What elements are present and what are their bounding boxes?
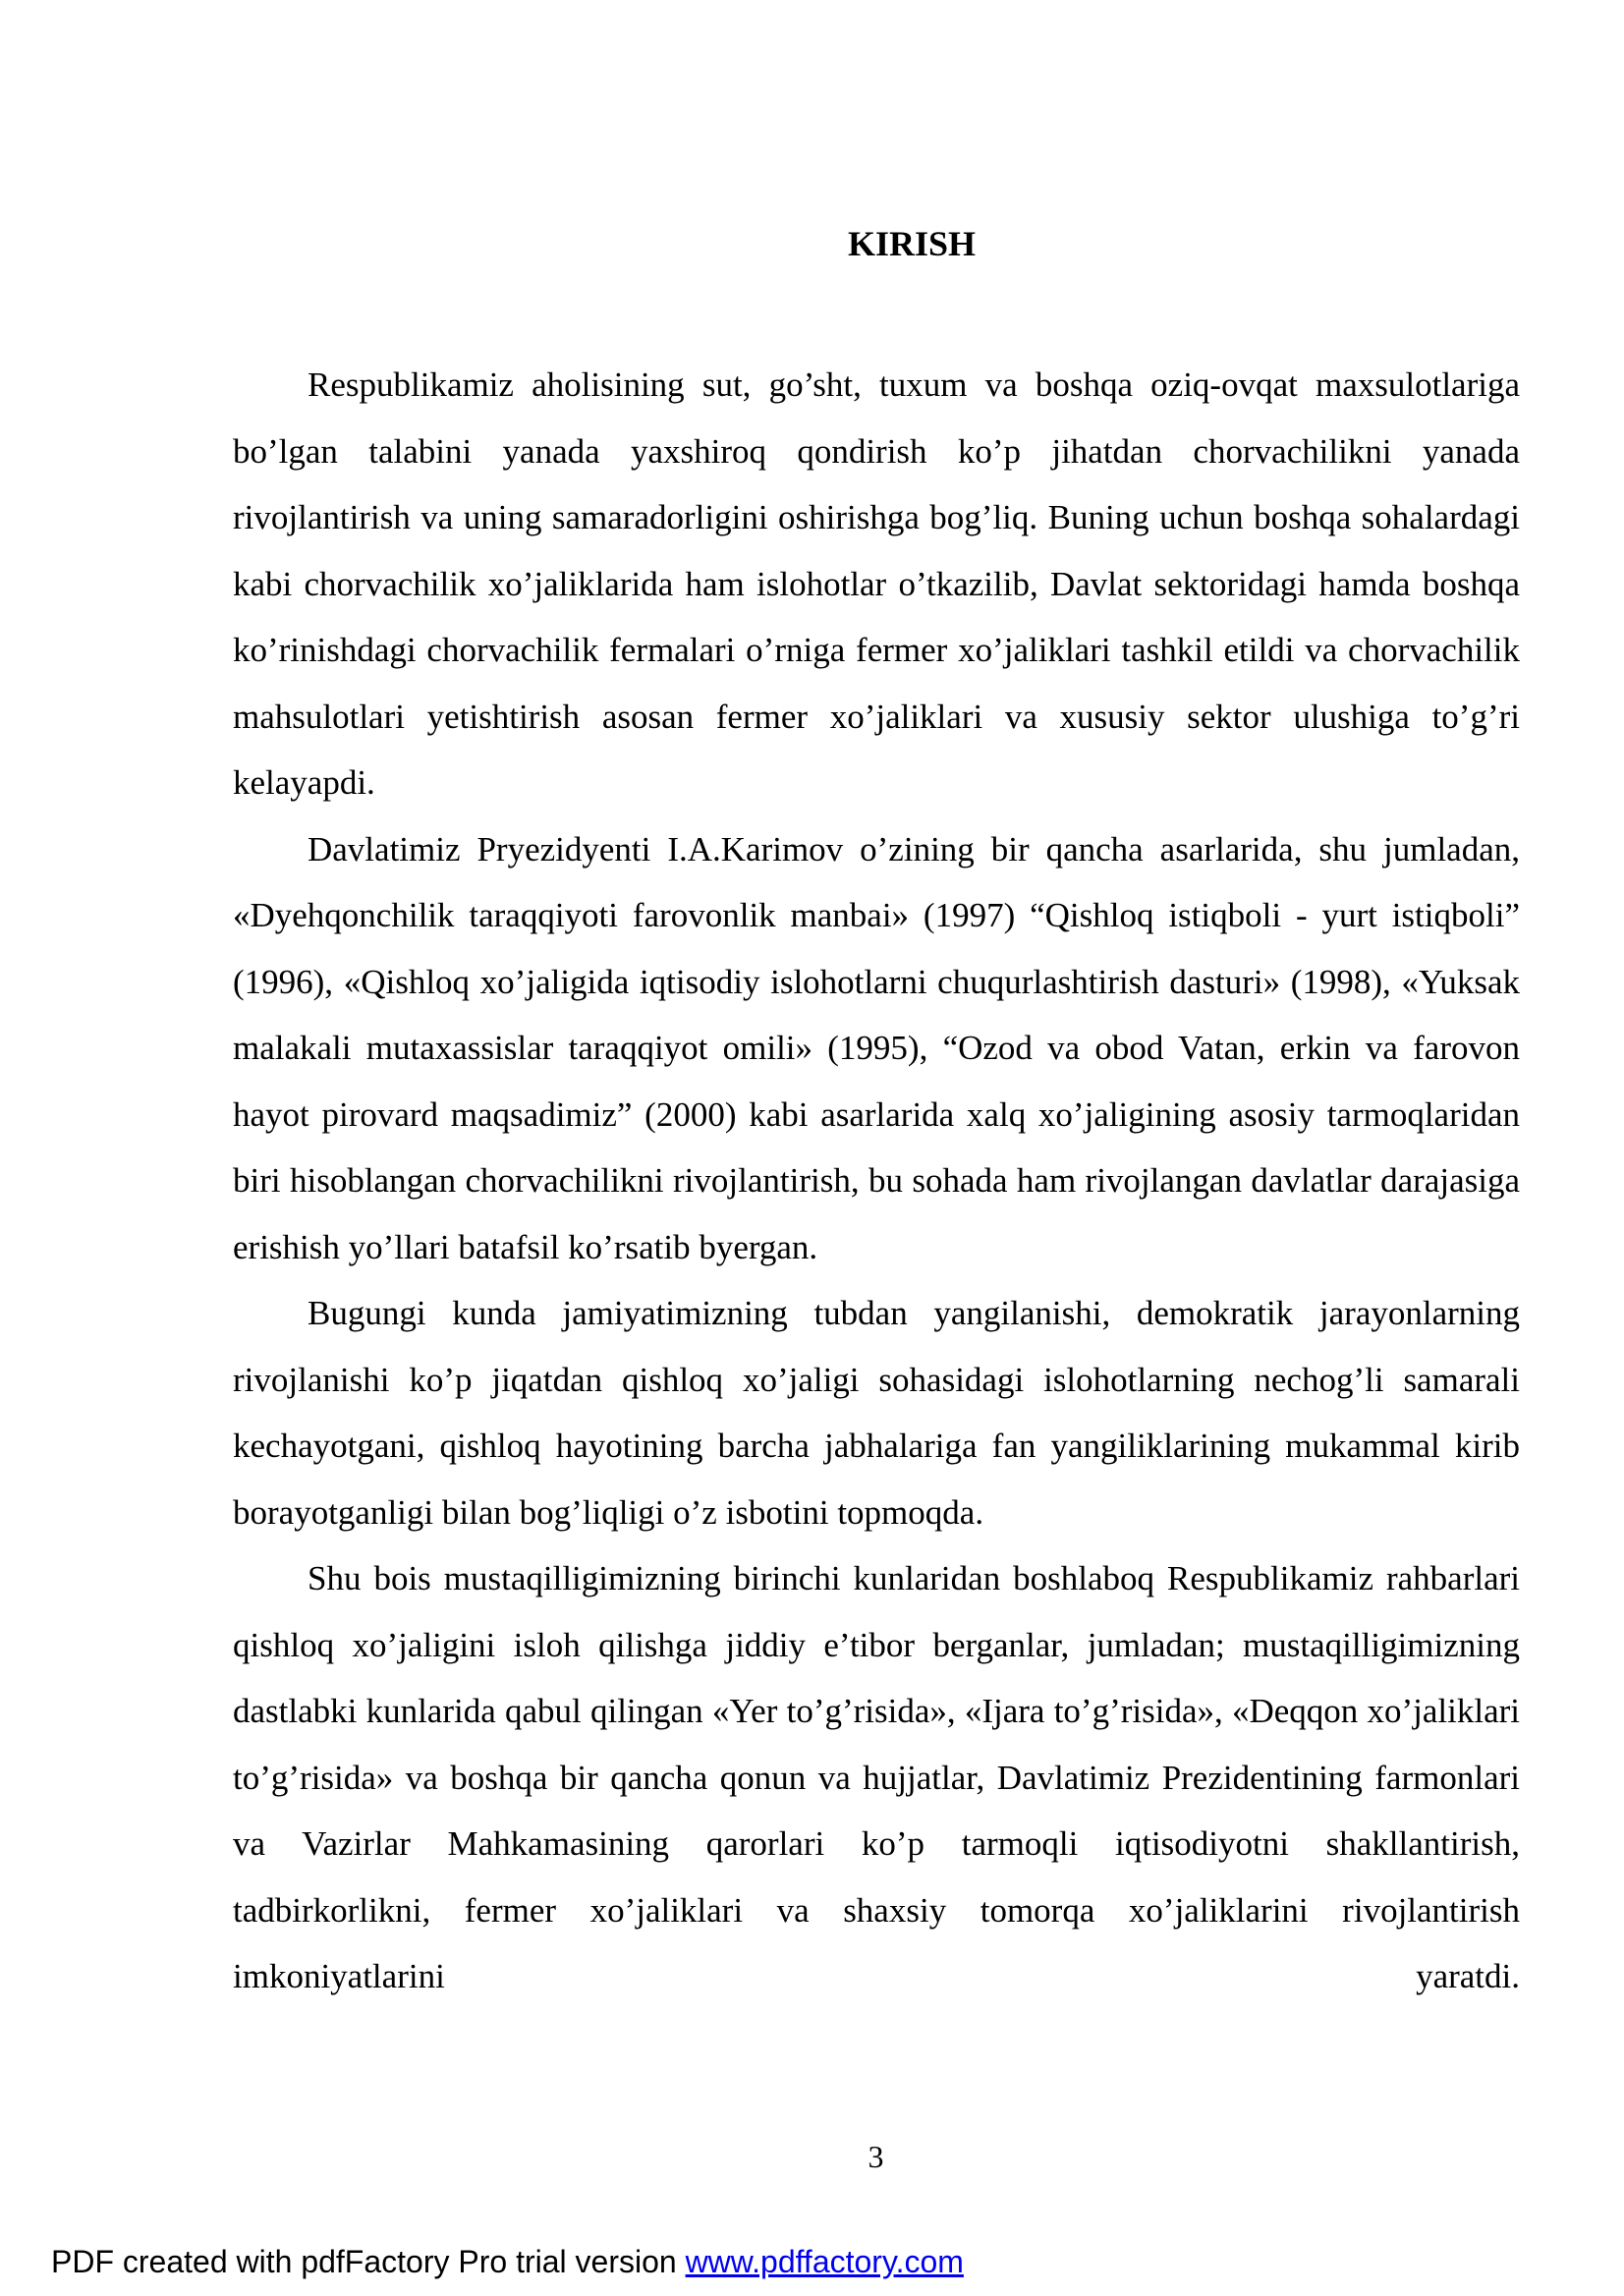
footer-link[interactable]: www.pdffactory.com bbox=[685, 2244, 964, 2279]
paragraph-1: Respublikamiz aholisining sut, go’sht, tuxum va boshqa oziq-ovqat maxsulotlariga bo’lgan talabini yanada yaxshiroq qondirish ko’p jihatdan chorvachilikni yanada rivojlantirish va uning samaradorligini oshirishga bog’liq. Buning uchun boshqa sohalardagi kabi chorvachilik xo’jaliklarida ham islohotlar o’tkazilib, Davlat sektoridagi hamda boshqa ko’rinishdagi chorvachilik fermalari o’rniga fermer xo’jaliklari tashkil etildi va chorvachilik mahsulotlari yetishtirish asosan fermer xo’jaliklari va xususiy sektor ulushiga to’g’ri kelayapdi. bbox=[233, 365, 1520, 802]
paragraph-3: Bugungi kunda jamiyatimizning tubdan yangilanishi, demokratik jarayonlarning rivojlanishi ko’p jiqatdan qishloq xo’jaligi sohasidagi islohotlarning nechog’li samarali kechayotgani, qishloq hayotining barcha jabhalariga fan yangiliklarining mukammal kirib borayotganligi bilan bog’liqligi o’z isbotini topmoqda. bbox=[233, 1294, 1520, 1532]
pdf-footer bbox=[51, 2242, 964, 2281]
body-text bbox=[233, 352, 1520, 2010]
paragraph-2: Davlatimiz Pryezidyenti I.A.Karimov o’zining bir qancha asarlarida, shu jumladan, «Dyehqonchilik taraqqiyoti farovonlik manbai» (1997) “Qishloq istiqboli - yurt istiqboli” (1996), «Qishloq xo’jaligida iqtisodiy islohotlarni chuqurlashtirish dasturi» (1998), «Yuksak malakali mutaxassislar taraqqiyot omili» (1995), “Ozod va obod Vatan, erkin va farovon hayot pirovard maqsadimiz” (2000) kabi asarlarida xalq xo’jaligining asosiy tarmoqlaridan biri hisoblangan chorvachilikni rivojlantirish, bu sohada ham rivojlangan davlatlar darajasiga erishish yo’llari batafsil ko’rsatib byergan. bbox=[233, 829, 1520, 1266]
page-number: 3 bbox=[868, 2139, 884, 2174]
paragraph-4: Shu bois mustaqilligimizning birinchi kunlaridan boshlaboq Respublikamiz rahbarlari qishloq xo’jaligini isloh qilishga jiddiy e’tibor berganlar, jumladan; mustaqilligimizning dastlabki kunlarida qabul qilingan «Yer to’g’risida», «Ijara to’g’risida», «Deqqon xo’jaliklari to’g’risida» va boshqa bir qancha qonun va hujjatlar, Davlatimiz Prezidentining farmonlari va Vazirlar Mahkamasining qarorlari ko’p tarmoqli iqtisodiyotni shakllantirish, tadbirkorlikni, fermer xo’jaliklari va shaxsiy tomorqa xo’jaliklarini rivojlantirish imkoniyatlarini yaratdi. bbox=[233, 1559, 1520, 1995]
page-title: KIRISH bbox=[847, 224, 977, 263]
footer-text: PDF created with pdfFactory Pro trial version bbox=[51, 2244, 686, 2279]
